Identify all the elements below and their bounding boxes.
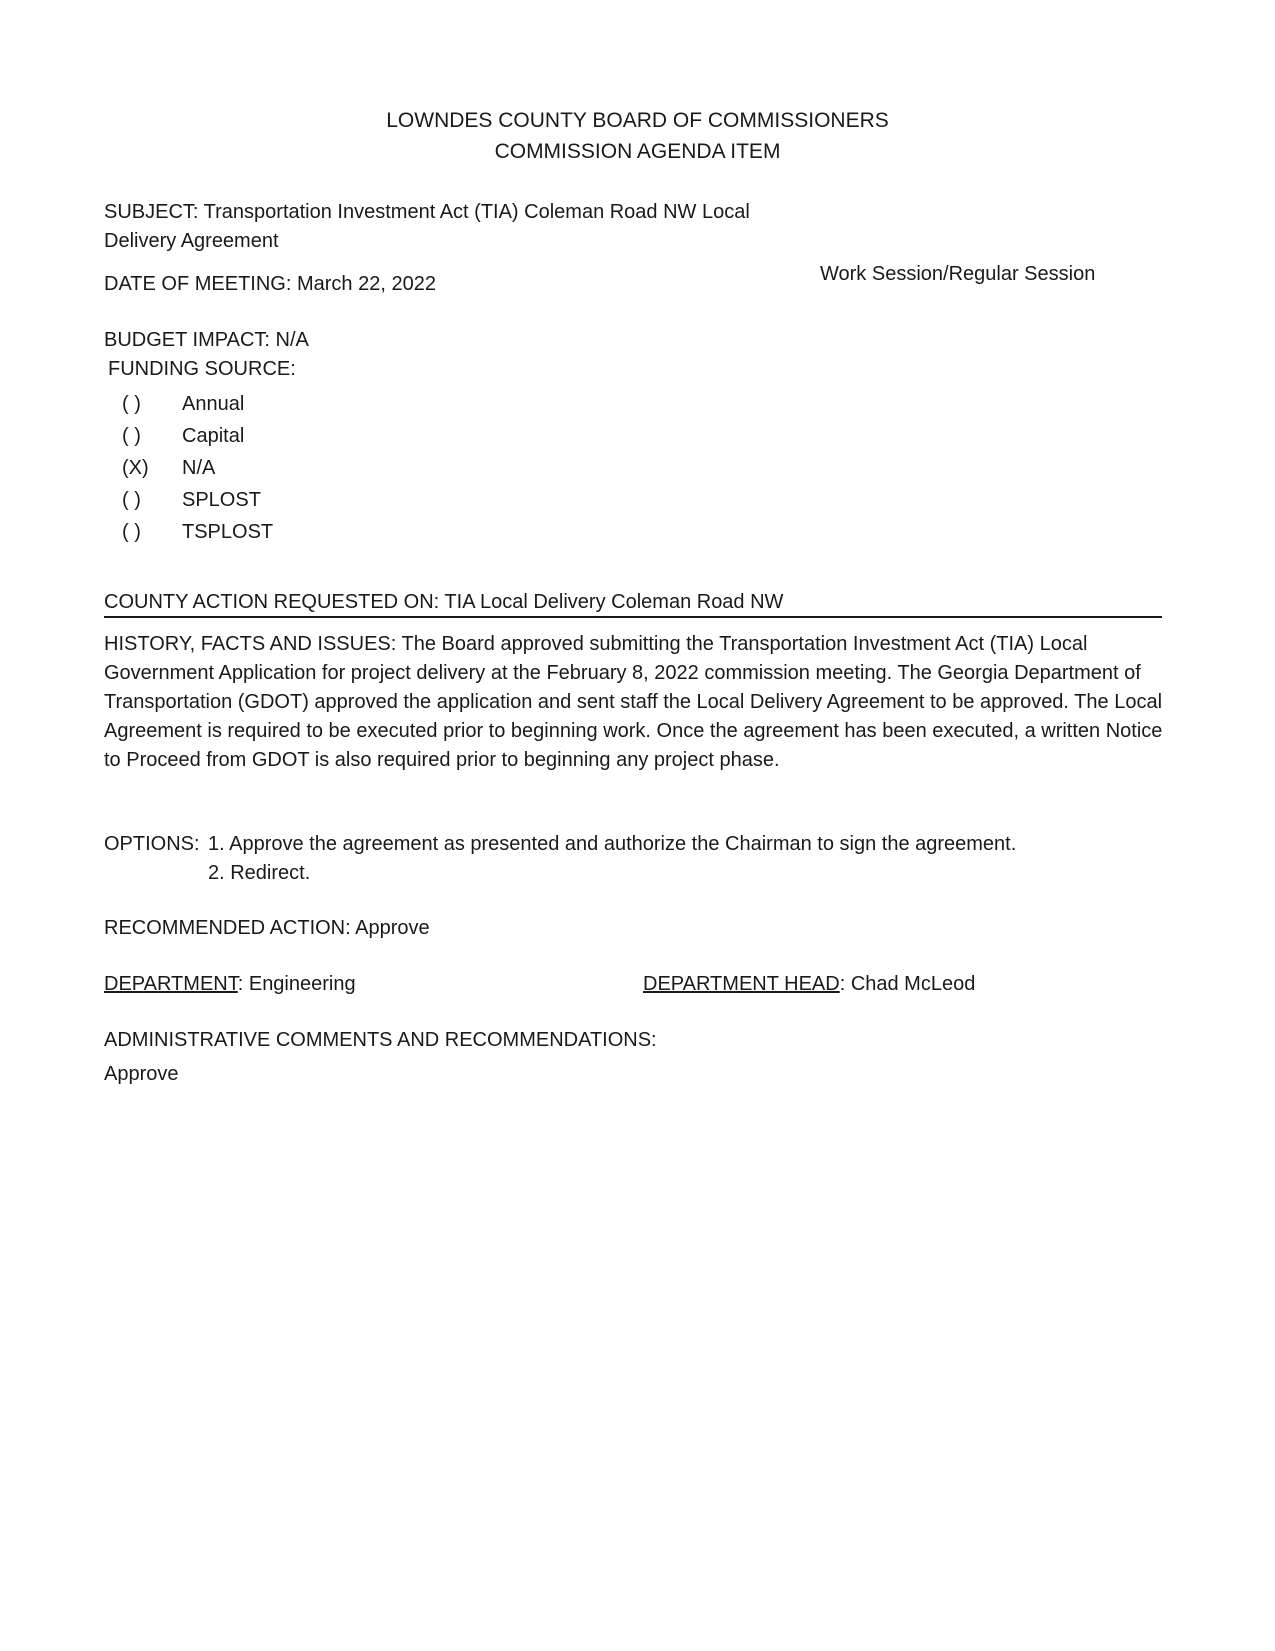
funding-option-label: Capital <box>182 425 245 447</box>
funding-option-capital <box>122 424 244 448</box>
funding-option-splost <box>122 488 261 512</box>
meeting-date: DATE OF MEETING: March 22, 2022 <box>104 273 436 295</box>
funding-option-label: SPLOST <box>182 489 261 511</box>
board-title: LOWNDES COUNTY BOARD OF COMMISSIONERS <box>386 109 889 132</box>
department-value: : Engineering <box>237 973 356 995</box>
recommended-action: RECOMMENDED ACTION: Approve <box>104 917 430 939</box>
funding-option-tsplost <box>122 520 273 544</box>
department-label: DEPARTMENT <box>104 973 238 995</box>
funding-option-label: N/A <box>182 457 216 479</box>
subject-line-1: SUBJECT: Transportation Investment Act (TIA) Coleman Road NW Local <box>104 201 750 223</box>
session-type: Work Session/Regular Session <box>820 263 1096 285</box>
department <box>104 972 356 996</box>
funding-source-label: FUNDING SOURCE: <box>108 358 296 380</box>
funding-option-label: TSPLOST <box>182 521 274 543</box>
funding-checkbox: ( ) <box>122 521 141 543</box>
option-item-2: 2. Redirect. <box>208 862 311 884</box>
funding-option-na <box>122 456 215 480</box>
options-label: OPTIONS: <box>104 833 200 855</box>
funding-option-label: Annual <box>182 393 245 415</box>
subject-line-2: Delivery Agreement <box>104 230 279 252</box>
section-divider <box>104 616 1162 618</box>
agenda-item-title: COMMISSION AGENDA ITEM <box>494 140 781 163</box>
budget-impact: BUDGET IMPACT: N/A <box>104 329 309 351</box>
history-facts-issues: HISTORY, FACTS AND ISSUES: The Board approved submitting the Transportation Investment Act (TIA) Local Government Application for project delivery at the February 8, 2022 commission meeting. The Georgia Department of Transportation (GDOT) approved the application and sent staff the Local Delivery Agreement to be approved. The Local Agreement is required to be executed prior to beginning work. Once the agreement has been executed, a written Notice to Proceed from GDOT is also required prior to beginning any project phase. <box>104 633 1163 771</box>
funding-checkbox: ( ) <box>122 425 141 447</box>
department-head-value: : Chad McLeod <box>839 973 976 995</box>
admin-comments-label: ADMINISTRATIVE COMMENTS AND RECOMMENDATIONS: <box>104 1029 657 1051</box>
funding-checkbox: ( ) <box>122 393 141 415</box>
funding-option-annual <box>122 392 244 416</box>
department-head-label: DEPARTMENT HEAD <box>643 973 840 995</box>
option-item-1: 1. Approve the agreement as presented and authorize the Chairman to sign the agreement. <box>208 833 1017 855</box>
funding-checkbox: (X) <box>122 457 149 479</box>
county-action-requested: COUNTY ACTION REQUESTED ON: TIA Local Delivery Coleman Road NW <box>104 591 784 613</box>
department-head <box>643 972 975 996</box>
funding-checkbox: ( ) <box>122 489 141 511</box>
admin-comments-value: Approve <box>104 1063 179 1085</box>
